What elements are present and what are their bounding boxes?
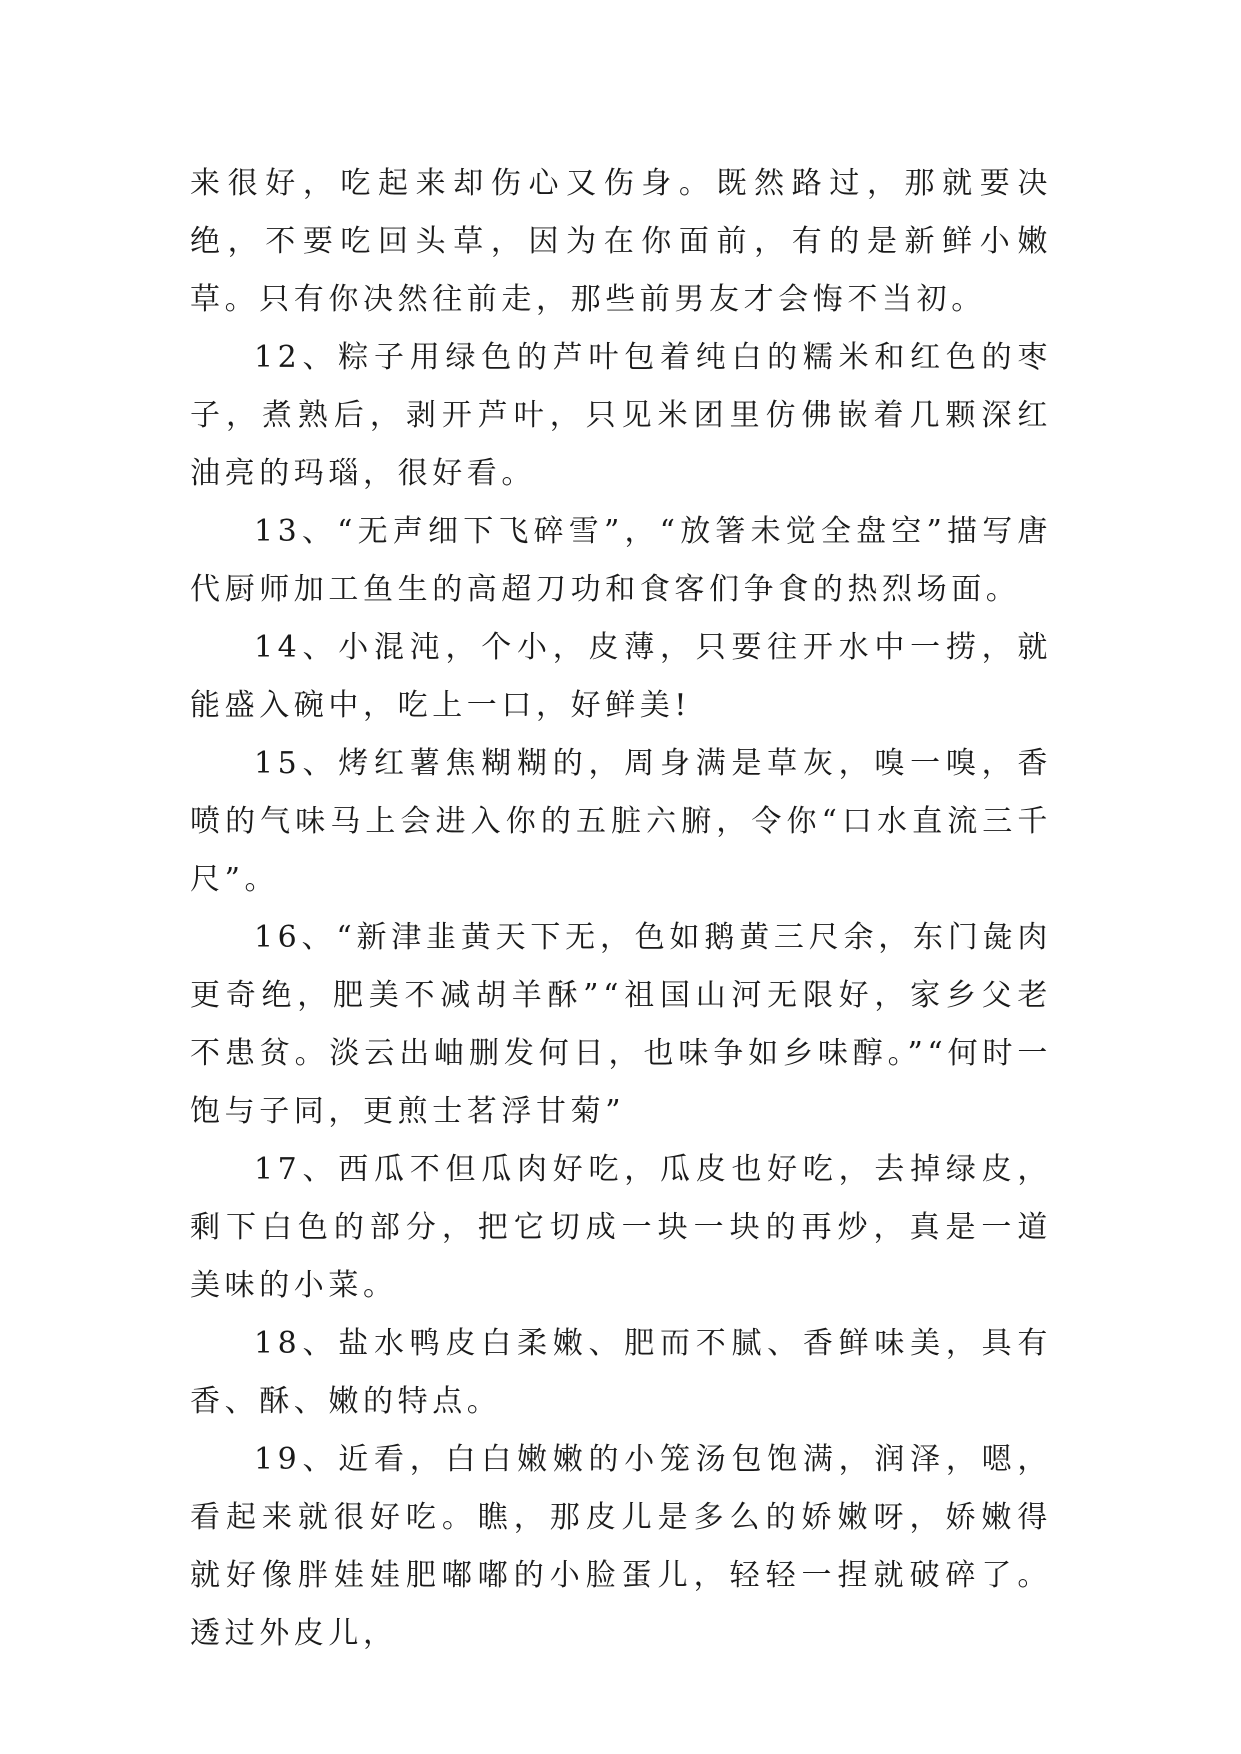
paragraph-item-16: 16、“新津韭黄天下无，色如鹅黄三尺余，东门彘肉更奇绝，肥美不减胡羊酥”“祖国山河无限好，家乡父老不患贫。淡云出岫删发何日，也味争如乡味醇。”“何时一饱与子同，更煎士茗浮甘菊”	[190, 920, 1052, 1129]
paragraph-item-12: 12、粽子用绿色的芦叶包着纯白的糯米和红色的枣子，煮熟后，剥开芦叶，只见米团里仿佛嵌着几颗深红油亮的玛瑙，很好看。	[190, 340, 1052, 491]
paragraph-item-15: 15、烤红薯焦糊糊的，周身满是草灰，嗅一嗅，香喷的气味马上会进入你的五脏六腑，令你“口水直流三千尺”。	[190, 746, 1052, 897]
paragraph-continuation: 来很好，吃起来却伤心又伤身。既然路过，那就要决绝，不要吃回头草，因为在你面前，有的是新鲜小嫩草。只有你决然往前走，那些前男友才会悔不当初。	[190, 166, 1052, 317]
paragraph-item-19: 19、近看，白白嫩嫩的小笼汤包饱满，润泽，嗯，看起来就很好吃。瞧，那皮儿是多么的娇嫩呀，娇嫩得就好像胖娃娃肥嘟嘟的小脸蛋儿，轻轻一捏就破碎了。透过外皮儿，	[190, 1442, 1052, 1651]
paragraph-item-17: 17、西瓜不但瓜肉好吃，瓜皮也好吃，去掉绿皮，剩下白色的部分，把它切成一块一块的再炒，真是一道美味的小菜。	[190, 1152, 1052, 1303]
paragraph-item-18: 18、盐水鸭皮白柔嫩、肥而不腻、香鲜味美，具有香、酥、嫩的特点。	[190, 1326, 1052, 1419]
document-body	[190, 155, 1052, 1663]
paragraph-item-14: 14、小混沌，个小，皮薄，只要往开水中一捞，就能盛入碗中，吃上一口，好鲜美!	[190, 630, 1052, 723]
paragraph-item-13: 13、“无声细下飞碎雪”，“放箸未觉全盘空”描写唐代厨师加工鱼生的高超刀功和食客们争食的热烈场面。	[190, 514, 1052, 607]
